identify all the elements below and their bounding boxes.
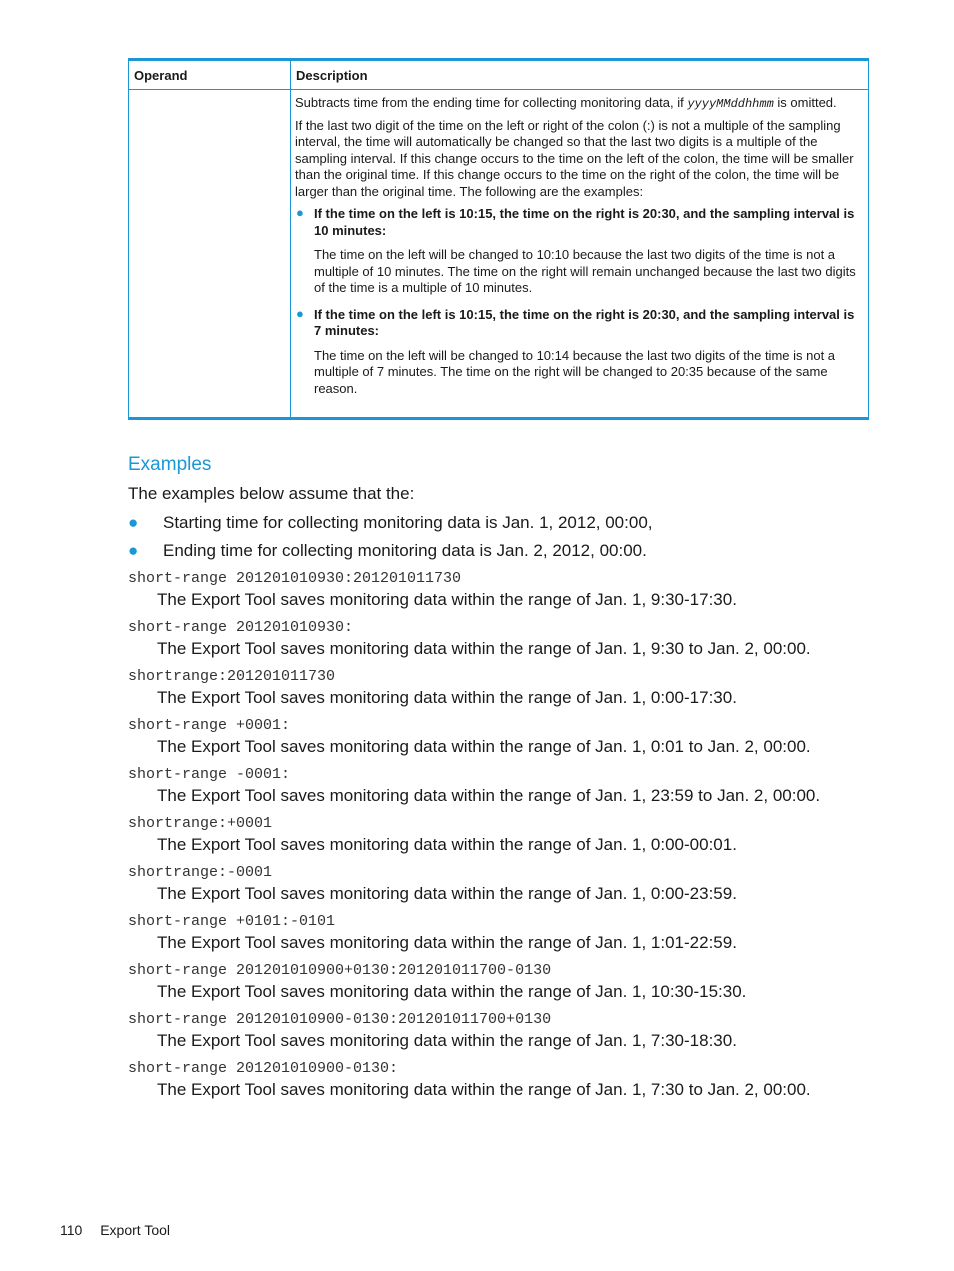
example-result: The Export Tool saves monitoring data within the range of Jan. 1, 7:30 to Jan. 2, 00:00. <box>157 1080 811 1099</box>
example-command: short-range +0001: <box>128 717 291 734</box>
example-result: The Export Tool saves monitoring data within the range of Jan. 1, 10:30-15:30. <box>157 982 747 1001</box>
assumption-text: Ending time for collecting monitoring data is Jan. 2, 2012, 00:00. <box>163 541 647 560</box>
example-result: The Export Tool saves monitoring data within the range of Jan. 1, 0:00-23:59. <box>157 884 737 903</box>
example-item <box>128 667 868 716</box>
bullet-icon: ● <box>296 205 304 220</box>
bullet-lead: If the time on the left is 10:15, the time on the right is 20:30, and the sampling interval is 10 minutes: <box>314 206 855 238</box>
footer-section-title: Export Tool <box>100 1222 170 1238</box>
example-result: The Export Tool saves monitoring data within the range of Jan. 1, 9:30 to Jan. 2, 00:00. <box>157 639 811 658</box>
description-cell <box>291 90 869 419</box>
example-command: short-range 201201010900-0130:201201011700+0130 <box>128 1011 552 1028</box>
bullet-body: The time on the left will be changed to 10:10 because the last two digits of the time is not a multiple of 10 minutes. The time on the right will remain unchanged because the last two digits of the time is a multiple of 10 minutes. <box>314 247 856 295</box>
example-item <box>128 765 868 814</box>
table-row <box>129 90 869 419</box>
description-text: Subtracts time from the ending time for collecting monitoring data, if <box>295 95 688 110</box>
description-paragraph <box>295 95 860 113</box>
section-heading: Examples <box>128 454 212 475</box>
example-item <box>128 1059 868 1108</box>
example-result: The Export Tool saves monitoring data within the range of Jan. 1, 0:01 to Jan. 2, 00:00. <box>157 737 811 756</box>
example-item <box>128 863 868 912</box>
operand-table <box>128 58 869 420</box>
example-result: The Export Tool saves monitoring data within the range of Jan. 1, 0:00-17:30. <box>157 688 737 707</box>
example-item <box>128 961 868 1010</box>
list-item <box>295 206 860 297</box>
column-header-description: Description <box>291 60 869 90</box>
example-command: shortrange:201201011730 <box>128 668 336 685</box>
example-item <box>128 1010 868 1059</box>
description-text: is omitted. <box>773 95 837 110</box>
example-command: short-range -0001: <box>128 766 291 783</box>
page-footer <box>60 1222 184 1238</box>
column-header-operand: Operand <box>129 60 291 90</box>
example-command: short-range +0101:-0101 <box>128 913 336 930</box>
bullet-icon: ● <box>128 541 139 560</box>
list-item <box>295 307 860 398</box>
assumption-text: Starting time for collecting monitoring data is Jan. 1, 2012, 00:00, <box>163 513 653 532</box>
table-header-row <box>129 60 869 90</box>
examples-list <box>128 569 868 1108</box>
date-format-code: yyyyMMddhhmm <box>687 97 774 111</box>
example-item <box>128 569 868 618</box>
example-result: The Export Tool saves monitoring data within the range of Jan. 1, 23:59 to Jan. 2, 00:00. <box>157 786 821 805</box>
example-command: shortrange:+0001 <box>128 815 273 832</box>
example-result: The Export Tool saves monitoring data within the range of Jan. 1, 0:00-00:01. <box>157 835 737 854</box>
list-item <box>128 540 653 568</box>
example-item <box>128 912 868 961</box>
example-item <box>128 814 868 863</box>
bullet-icon: ● <box>128 513 139 532</box>
example-command: shortrange:-0001 <box>128 864 273 881</box>
bullet-body: The time on the left will be changed to 10:14 because the last two digits of the time is not a multiple of 7 minutes. The time on the right will be changed to 20:35 because of the same reason. <box>314 347 836 396</box>
intro-text: The examples below assume that the: <box>128 484 415 503</box>
example-item <box>128 618 868 667</box>
description-paragraph: If the last two digit of the time on the left or right of the colon (:) is not a multiple of the sampling interval, the time will automatically be changed so that the last two digits is a multiple of the sampling interval. If this change occurs to the time on the left of the colon, the time will be smaller than the original time. If this change occurs to the time on the right of the colon, the time will be larger than the original time. The following are the examples: <box>295 117 854 199</box>
operand-cell <box>129 90 291 419</box>
example-result: The Export Tool saves monitoring data within the range of Jan. 1, 9:30-17:30. <box>157 590 737 609</box>
example-command: short-range 201201010900-0130: <box>128 1060 399 1077</box>
example-item <box>128 716 868 765</box>
example-result: The Export Tool saves monitoring data within the range of Jan. 1, 1:01-22:59. <box>157 933 737 952</box>
bullet-icon: ● <box>296 305 304 321</box>
bullet-lead: If the time on the left is 10:15, the time on the right is 20:30, and the sampling interval is 7 minutes: <box>314 306 855 338</box>
example-command: short-range 201201010900+0130:201201011700-0130 <box>128 962 552 979</box>
list-item <box>128 512 653 540</box>
example-result: The Export Tool saves monitoring data within the range of Jan. 1, 7:30-18:30. <box>157 1031 737 1050</box>
example-bullet-list <box>295 206 860 397</box>
page-number: 110 <box>60 1222 83 1238</box>
assumption-list <box>128 512 653 568</box>
example-command: short-range 201201010930: <box>128 619 354 636</box>
example-command: short-range 201201010930:201201011730 <box>128 570 462 587</box>
